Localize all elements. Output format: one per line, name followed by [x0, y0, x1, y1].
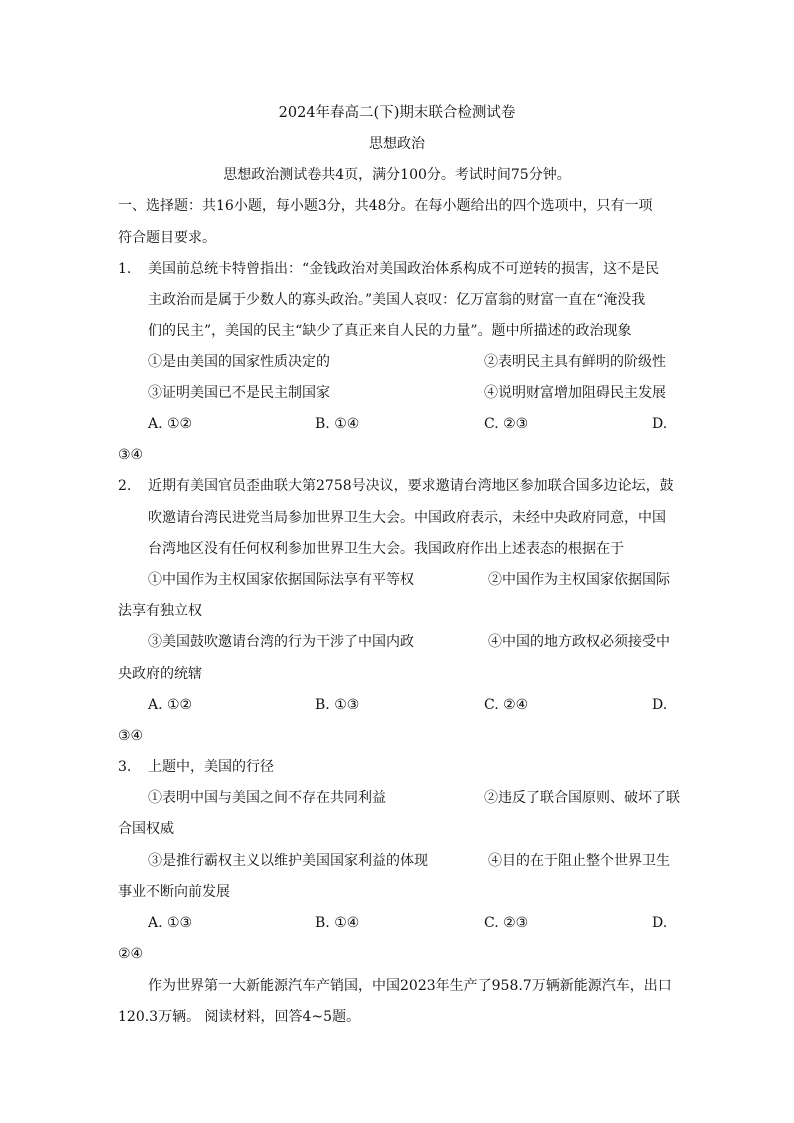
- statement-1: ①中国作为主权国家依据国际法享有平等权: [148, 572, 414, 588]
- statement-2: ②违反了联合国原则、破坏了联: [484, 790, 680, 806]
- question-stem-line: 吹邀请台湾民进党当局参加世界卫生大会。中国政府表示，未经中央政府同意，中国: [148, 510, 666, 526]
- choice-d: D.: [652, 697, 668, 713]
- question-number: 3.: [118, 759, 132, 775]
- question-number: 1.: [118, 261, 132, 277]
- choice-c: C. ②③: [484, 915, 529, 931]
- choice-b: B. ①③: [315, 697, 360, 713]
- choice-d-text: ③④: [118, 728, 144, 744]
- choice-a: A. ①②: [148, 416, 193, 432]
- statement-4-continued: 央政府的统辖: [118, 666, 202, 682]
- statement-4: ④中国的地方政权必须接受中: [488, 634, 670, 650]
- section-heading-line1: 一、选择题：共16小题，每小题3分，共48分。在每小题给出的四个选项中，只有一项: [118, 198, 653, 214]
- statement-3: ③美国鼓吹邀请台湾的行为干涉了中国内政: [148, 634, 414, 650]
- material-paragraph-line1: 作为世界第一大新能源汽车产销国，中国2023年生产了958.7万辆新能源汽车，出口: [148, 978, 672, 994]
- question-stem-line: 近期有美国官员歪曲联大第2758号决议，要求邀请台湾地区参加联合国多边论坛，鼓: [148, 478, 674, 494]
- statement-1: ①是由美国的国家性质决定的: [148, 354, 330, 370]
- choice-a: A. ①②: [148, 697, 193, 713]
- choice-b: B. ①④: [315, 416, 360, 432]
- statement-2-continued: 法享有独立权: [118, 603, 202, 619]
- section-heading-line2: 符合题目要求。: [118, 230, 216, 246]
- choice-c: C. ②④: [484, 697, 529, 713]
- exam-title: 2024年春高二(下)期末联合检测试卷: [278, 105, 516, 121]
- question-stem-line: 美国前总统卡特曾指出：“金钱政治对美国政治体系构成不可逆转的损害，这不是民: [148, 261, 660, 277]
- statement-2: ②中国作为主权国家依据国际: [488, 572, 670, 588]
- choice-d-text: ③④: [118, 447, 144, 463]
- statement-4: ④目的在于阻止整个世界卫生: [488, 853, 670, 869]
- choice-d: D.: [652, 915, 668, 931]
- question-stem-line: 主政治而是属于少数人的寡头政治。”美国人哀叹：亿万富翁的财富一直在“淹没我: [148, 292, 646, 308]
- exam-subject: 思想政治: [369, 136, 425, 152]
- choice-b: B. ①④: [315, 915, 360, 931]
- material-paragraph-line2: 120.3万辆。 阅读材料，回答4~5题。: [118, 1009, 361, 1025]
- statement-3: ③证明美国已不是民主制国家: [148, 385, 330, 401]
- question-stem-line: 上题中，美国的行径: [148, 759, 274, 775]
- statement-1: ①表明中国与美国之间不存在共同利益: [148, 790, 386, 806]
- question-stem-line: 们的民主”，美国的民主“缺少了真正来自人民的力量”。题中所描述的政治现象: [148, 323, 632, 339]
- choice-d: D.: [652, 416, 668, 432]
- statement-2-continued: 合国权威: [118, 821, 174, 837]
- choice-d-text: ②④: [118, 946, 144, 962]
- statement-2: ②表明民主具有鲜明的阶级性: [484, 354, 666, 370]
- statement-4: ④说明财富增加阻碍民主发展: [484, 385, 666, 401]
- statement-4-continued: 事业不断向前发展: [118, 884, 230, 900]
- statement-3: ③是推行霸权主义以维护美国国家利益的体现: [148, 853, 428, 869]
- question-number: 2.: [118, 478, 132, 494]
- exam-instruction: 思想政治测试卷共4页，满分100分。考试时间75分钟。: [223, 167, 571, 183]
- choice-a: A. ①③: [148, 915, 193, 931]
- question-stem-line: 台湾地区没有任何权利参加世界卫生大会。我国政府作出上述表态的根据在于: [148, 541, 624, 557]
- choice-c: C. ②③: [484, 416, 529, 432]
